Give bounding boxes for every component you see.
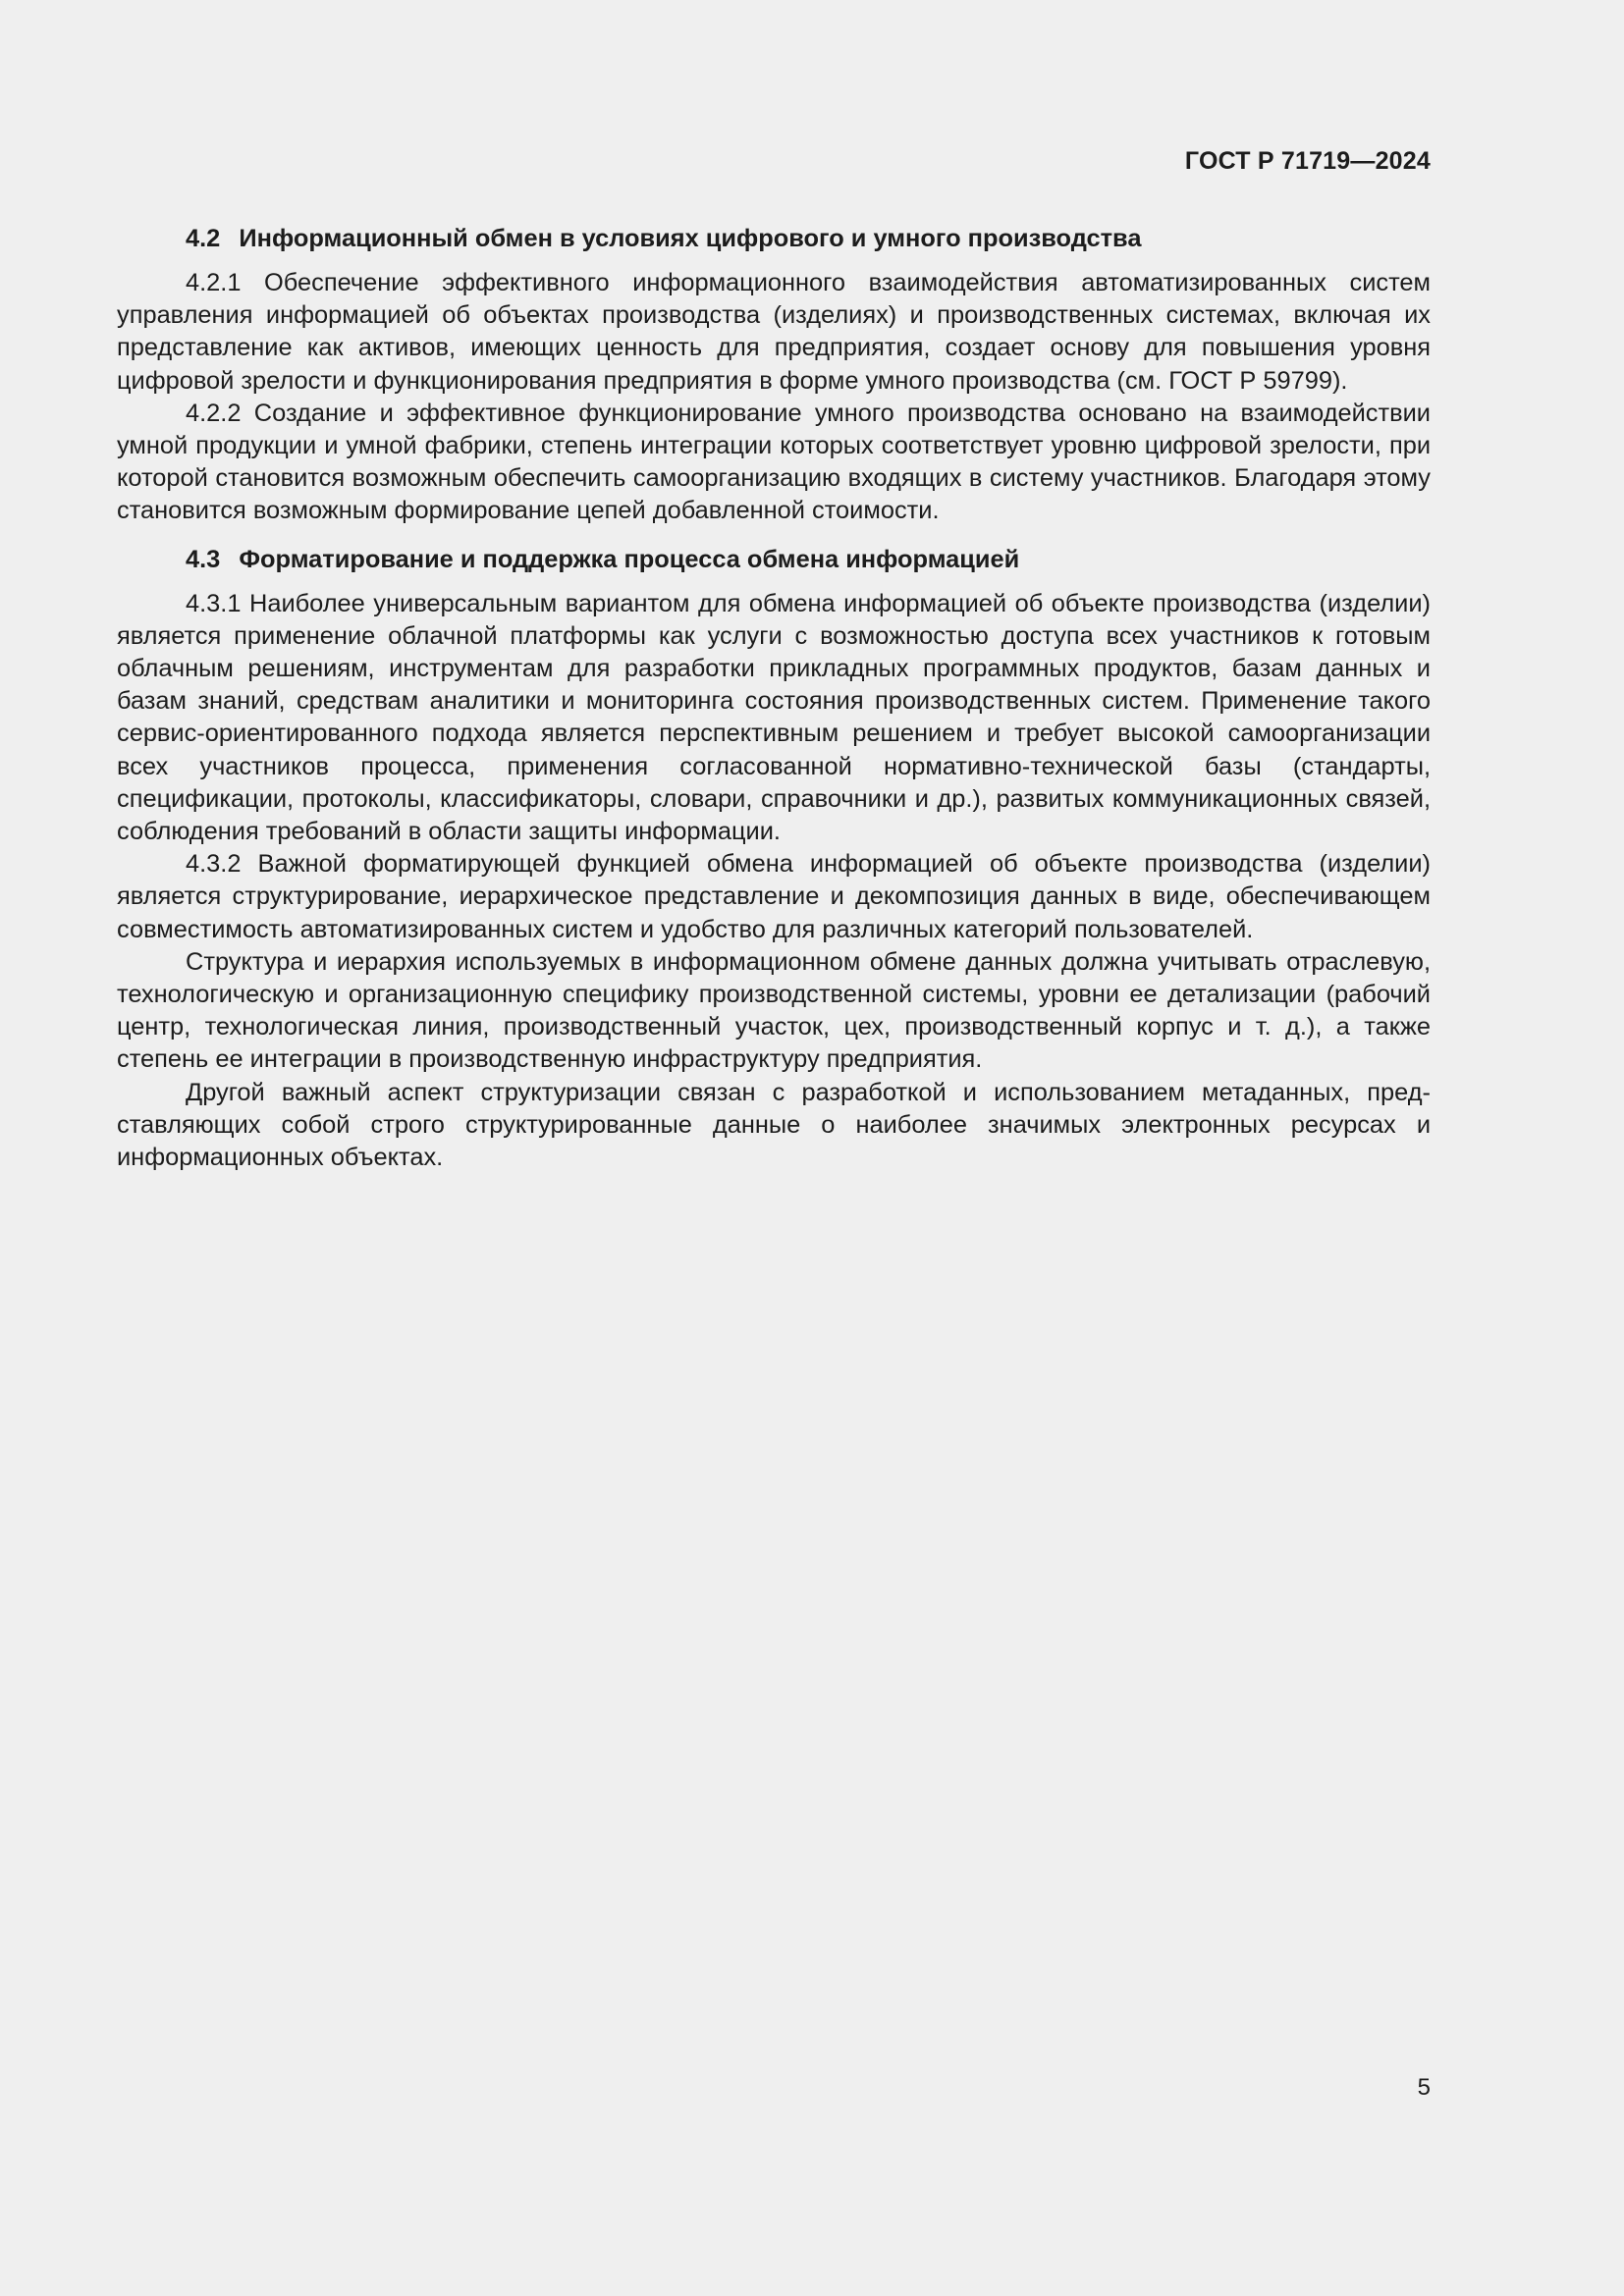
document-code-header: ГОСТ Р 71719—2024 [1184,147,1431,175]
paragraph-4-3-2: 4.3.2 Важной форматирующей функцией обмена информацией об объекте производства (изделии) является структурирование, иерархическое представление и декомпозиция данных в виде, обеспечивающем совместимость автоматизированных систем и удобство для различных категорий пользователей. [117,850,1431,943]
paragraph-4-2-1: 4.2.1 Обеспечение эффективного информационного взаимодействия автоматизированных систем управления информацией об объектах производства (изделиях) и производственных системах, включая их представление как активов, имеющих ценность для предприятия, создает основу для повышения уровня цифровой зрелости и функционирования предприятия в форме умного производства (см. ГОСТ Р 59799). [117,269,1431,395]
section-heading-4-2 [117,223,1431,255]
section-heading-4-3 [117,544,1431,576]
paragraph-4-2-2: 4.2.2 Создание и эффективное функционирование умного производства основано на взаимодействии умной продукции и умной фабрики, степень интеграции которых соответствует уровню цифровой зрелости, при которой становится возможным обеспечить самоорганизацию входящих в систему участников. Благодаря этому становится возможным формирование цепей добавленной стоимости. [117,399,1431,525]
page-number: 5 [1417,2074,1431,2101]
section-number: 4.3 [186,545,221,573]
paragraph-structure-hierarchy: Структура и иерархия используемых в информационном обмене данных должна учитывать отраслевую, технологическую и организационную специфику производственной системы, уровни ее детализации (рабочий центр, технологическая линия, производственный участок, цех, производственный корпус и т. д.), а также степень ее интеграции в производственную инфраструктуру предприятия. [117,947,1431,1074]
section-number: 4.2 [186,225,221,252]
document-body [117,223,1431,1174]
section-title: Форматирование и поддержка процесса обмена информацией [239,545,1020,573]
section-title: Информационный обмен в условиях цифрового и умного производства [239,225,1142,252]
paragraph-metadata: Другой важный аспект структуризации связан с разработкой и использованием метаданных, представляющих собой строго структурированные данные о наиболее значимых электронных ресурсах и информационных объектах. [117,1078,1431,1172]
paragraph-4-3-1: 4.3.1 Наиболее универсальным вариантом для обмена информацией об объекте производства (изделии) является применение облачной платформы как услуги с возможностью доступа всех участников к готовым облачным решениям, инструментам для разработки прикладных программных продуктов, базам данных и базам знаний, средствам аналитики и мониторинга состояния производственных систем. Применение такого сервис-ориентированного подхода является перспективным решением и требует высокой самоорганизации всех участников процесса, применения согласованной нормативно-технической базы (стандарты, спецификации, протоколы, классификаторы, словари, справочники и др.), развитых коммуникационных связей, соблюдения требований в области защиты информации. [117,589,1431,846]
